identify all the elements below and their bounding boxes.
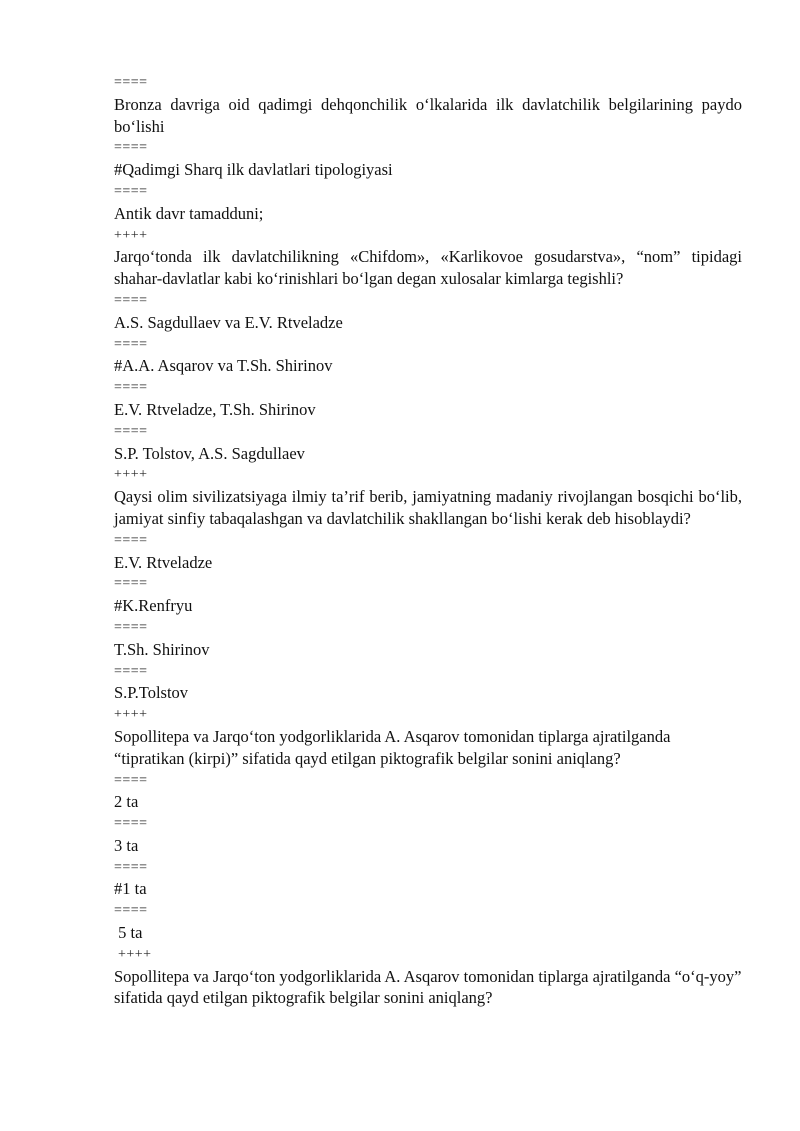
- separator-line: ++++: [114, 227, 148, 243]
- separator-line: ====: [114, 75, 148, 90]
- text-line: #K.Renfryu: [114, 596, 193, 616]
- text-line: Sopollitepa va Jarqo‘ton yodgorliklarida A. Asqarov tomonidan tiplarga ajratilganda “tipratikan (kirpi)” sifatida qayd etilgan piktografik belgilar sonini aniqlang?: [114, 726, 675, 768]
- text-line: 3 ta: [114, 835, 139, 855]
- text-line: S.P. Tolstov, A.S. Sagdullaev: [114, 443, 305, 463]
- separator-line: ====: [114, 423, 148, 439]
- text-line: Qaysi olim sivilizatsiyaga ilmiy ta’rif berib, jamiyatning madaniy rivojlangan bosqichi bo‘lib, jamiyat sinfiy tabaqalashgan va davlatchilik shakllangan bo‘lishi kerak deb hisoblaydi?: [114, 487, 747, 528]
- text-line: Sopollitepa va Jarqo‘ton yodgorliklarida A. Asqarov tomonidan tiplarga ajratilganda “o‘q-yoy” sifatida qayd etilgan piktografik belgilar sonini aniqlang?: [114, 966, 746, 1008]
- separator-line: ====: [114, 140, 148, 156]
- text-line: Bronza davriga oid qadimgi dehqonchilik o‘lkalarida ilk davlatchilik belgilarining paydo bo‘lishi: [114, 94, 747, 136]
- text-line: A.S. Sagdullaev va E.V. Rtveladze: [114, 312, 343, 332]
- text-line: T.Sh. Shirinov: [114, 639, 210, 659]
- text-line: Antik davr tamadduni;: [114, 203, 264, 223]
- separator-line: ++++: [114, 707, 148, 723]
- separator-line: ====: [114, 772, 148, 788]
- text-line: Jarqo‘tonda ilk davlatchilikning «Chifdom», «Karlikovoe gosudarstva», “nom” tipidagi shahar-davlatlar kabi ko‘rinishlari bo‘lgan degan xulosalar kimlarga tegishli?: [114, 247, 747, 289]
- text-line: #Qadimgi Sharq ilk davlatlari tipologiyasi: [114, 160, 393, 180]
- separator-line: ====: [114, 183, 148, 199]
- text-line: E.V. Rtveladze, T.Sh. Shirinov: [114, 399, 316, 419]
- separator-line: ++++: [114, 467, 148, 483]
- text-line: #A.A. Asqarov va T.Sh. Shirinov: [114, 356, 333, 376]
- separator-line: ====: [114, 663, 148, 679]
- separator-line: ++++: [114, 946, 152, 962]
- separator-line: ====: [114, 532, 148, 548]
- separator-line: ====: [114, 292, 148, 308]
- separator-line: ====: [114, 380, 148, 396]
- document-page: [114, 72, 747, 1009]
- separator-line: ====: [114, 576, 148, 592]
- text-line: #1 ta: [114, 879, 147, 899]
- text-line: E.V. Rtveladze: [114, 552, 213, 572]
- separator-line: ====: [114, 816, 148, 832]
- text-line: 2 ta: [114, 792, 139, 812]
- separator-line: ====: [114, 336, 148, 352]
- separator-line: ====: [114, 859, 148, 875]
- separator-line: ====: [114, 903, 148, 919]
- text-line: 5 ta: [114, 923, 143, 943]
- separator-line: ====: [114, 619, 148, 635]
- text-line: S.P.Tolstov: [114, 683, 189, 703]
